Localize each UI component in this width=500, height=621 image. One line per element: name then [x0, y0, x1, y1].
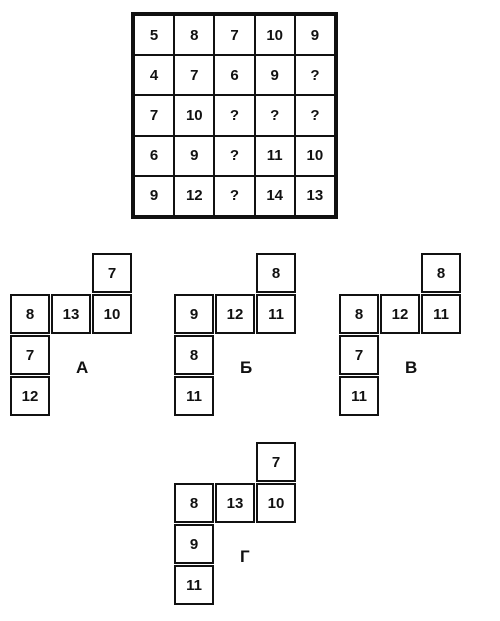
option-row-cell: 13	[51, 294, 91, 334]
grid-cell: 5	[134, 15, 174, 55]
option-row-cell: 8	[174, 483, 214, 523]
grid-cell: 6	[214, 55, 254, 95]
grid-cell: 7	[134, 95, 174, 135]
grid-cell: ?	[295, 55, 335, 95]
grid-cell: 7	[174, 55, 214, 95]
grid-cell: ?	[255, 95, 295, 135]
option-row-cell: 8	[339, 294, 379, 334]
option-below-cell: 9	[174, 524, 214, 564]
grid-cell: 14	[255, 176, 295, 216]
grid-cell: 9	[174, 136, 214, 176]
option-top-cell: 8	[421, 253, 461, 293]
option-top-cell: 7	[256, 442, 296, 482]
grid-cell: ?	[214, 95, 254, 135]
grid-cell: ?	[295, 95, 335, 135]
option-row-cell: 11	[421, 294, 461, 334]
grid-cell: 7	[214, 15, 254, 55]
option-below-cell: 7	[10, 335, 50, 375]
option-letter: В	[405, 358, 418, 377]
option-below-cell: 11	[174, 565, 214, 605]
grid-cell: 6	[134, 136, 174, 176]
grid-cell: 8	[174, 15, 214, 55]
option-row-cell: 11	[256, 294, 296, 334]
grid-cell: 10	[174, 95, 214, 135]
option-below-cell: 7	[339, 335, 379, 375]
option-row-cell: 13	[215, 483, 255, 523]
option-letter: А	[76, 358, 89, 377]
grid-cell: 4	[134, 55, 174, 95]
option-letter: Б	[240, 358, 253, 377]
option-below-cell: 12	[10, 376, 50, 416]
puzzle-grid	[131, 12, 338, 219]
grid-cell: 10	[255, 15, 295, 55]
option-letter: Г	[240, 547, 250, 566]
option-below-cell: 8	[174, 335, 214, 375]
grid-cell: 13	[295, 176, 335, 216]
option-row-cell: 10	[92, 294, 132, 334]
grid-cell: 9	[134, 176, 174, 216]
option-row-cell: 12	[215, 294, 255, 334]
grid-cell: 9	[255, 55, 295, 95]
option-below-cell: 11	[339, 376, 379, 416]
grid-cell: ?	[214, 136, 254, 176]
grid-cell: 12	[174, 176, 214, 216]
option-row-cell: 10	[256, 483, 296, 523]
grid-cell: 10	[295, 136, 335, 176]
option-below-cell: 11	[174, 376, 214, 416]
option-top-cell: 8	[256, 253, 296, 293]
option-row-cell: 8	[10, 294, 50, 334]
option-row-cell: 9	[174, 294, 214, 334]
grid-cell: ?	[214, 176, 254, 216]
grid-cell: 11	[255, 136, 295, 176]
option-top-cell: 7	[92, 253, 132, 293]
grid-cell: 9	[295, 15, 335, 55]
option-row-cell: 12	[380, 294, 420, 334]
